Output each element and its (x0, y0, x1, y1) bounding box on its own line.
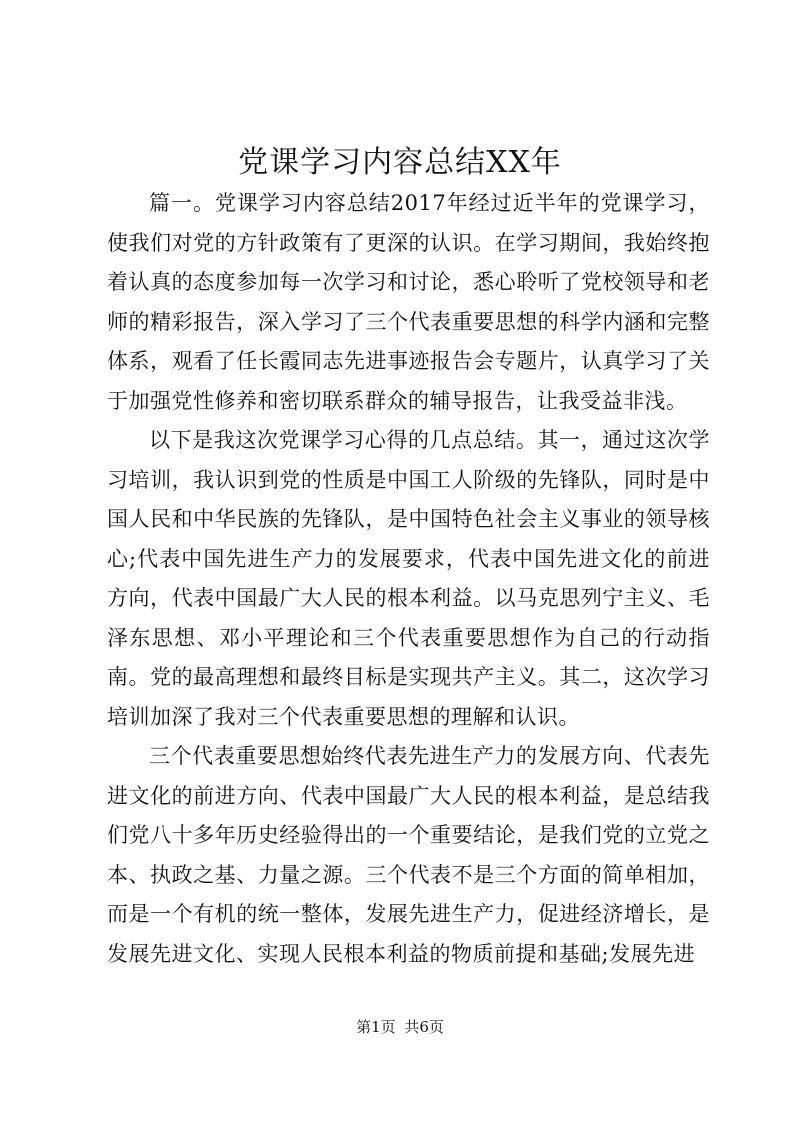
document-title: 党课学习内容总结XX年 (238, 145, 562, 180)
paragraph-1: 篇一。党课学习内容总结2017年经过近半年的党课学习，使我们对党的方针政策有了更深的认识。在学习期间，我始终抱着认真的态度参加每一次学习和讨论，悉心聆听了党校领导和老师的精彩报告，深入学习了三个代表重要思想的科学内涵和完整体系，观看了任长霞同志先进事迹报告会专题片，认真学习了关于加强党性修养和密切联系群众的辅导报告，让我受益非浅。 (107, 191, 710, 413)
paragraph-3: 三个代表重要思想始终代表先进生产力的发展方向、代表先进文化的前进方向、代表中国最广大人民的根本利益，是总结我们党八十多年历史经验得出的一个重要结论，是我们党的立党之本、执政之基、力量之源。三个代表不是三个方面的简单相加，而是一个有机的统一整体，发展先进生产力，促进经济增长，是发展先进文化、实现人民根本利益的物质前提和基础;发展先进 (107, 744, 710, 966)
paragraph-2: 以下是我这次党课学习心得的几点总结。其一，通过这次学习培训，我认识到党的性质是中国工人阶级的先锋队，同时是中国人民和中华民族的先锋队，是中国特色社会主义事业的领导核心;代表中国先进生产力的发展要求，代表中国先进文化的前进方向，代表中国最广大人民的根本利益。以马克思列宁主义、毛泽东思想、邓小平理论和三个代表重要思想作为自己的行动指南。党的最高理想和最终目标是实现共产主义。其二，这次学习培训加深了我对三个代表重要思想的理解和认识。 (107, 428, 710, 729)
document-body (107, 184, 710, 974)
page-number: 第1页 (356, 1018, 396, 1036)
page-total: 共6页 (404, 1018, 444, 1036)
page-footer (0, 1017, 800, 1037)
